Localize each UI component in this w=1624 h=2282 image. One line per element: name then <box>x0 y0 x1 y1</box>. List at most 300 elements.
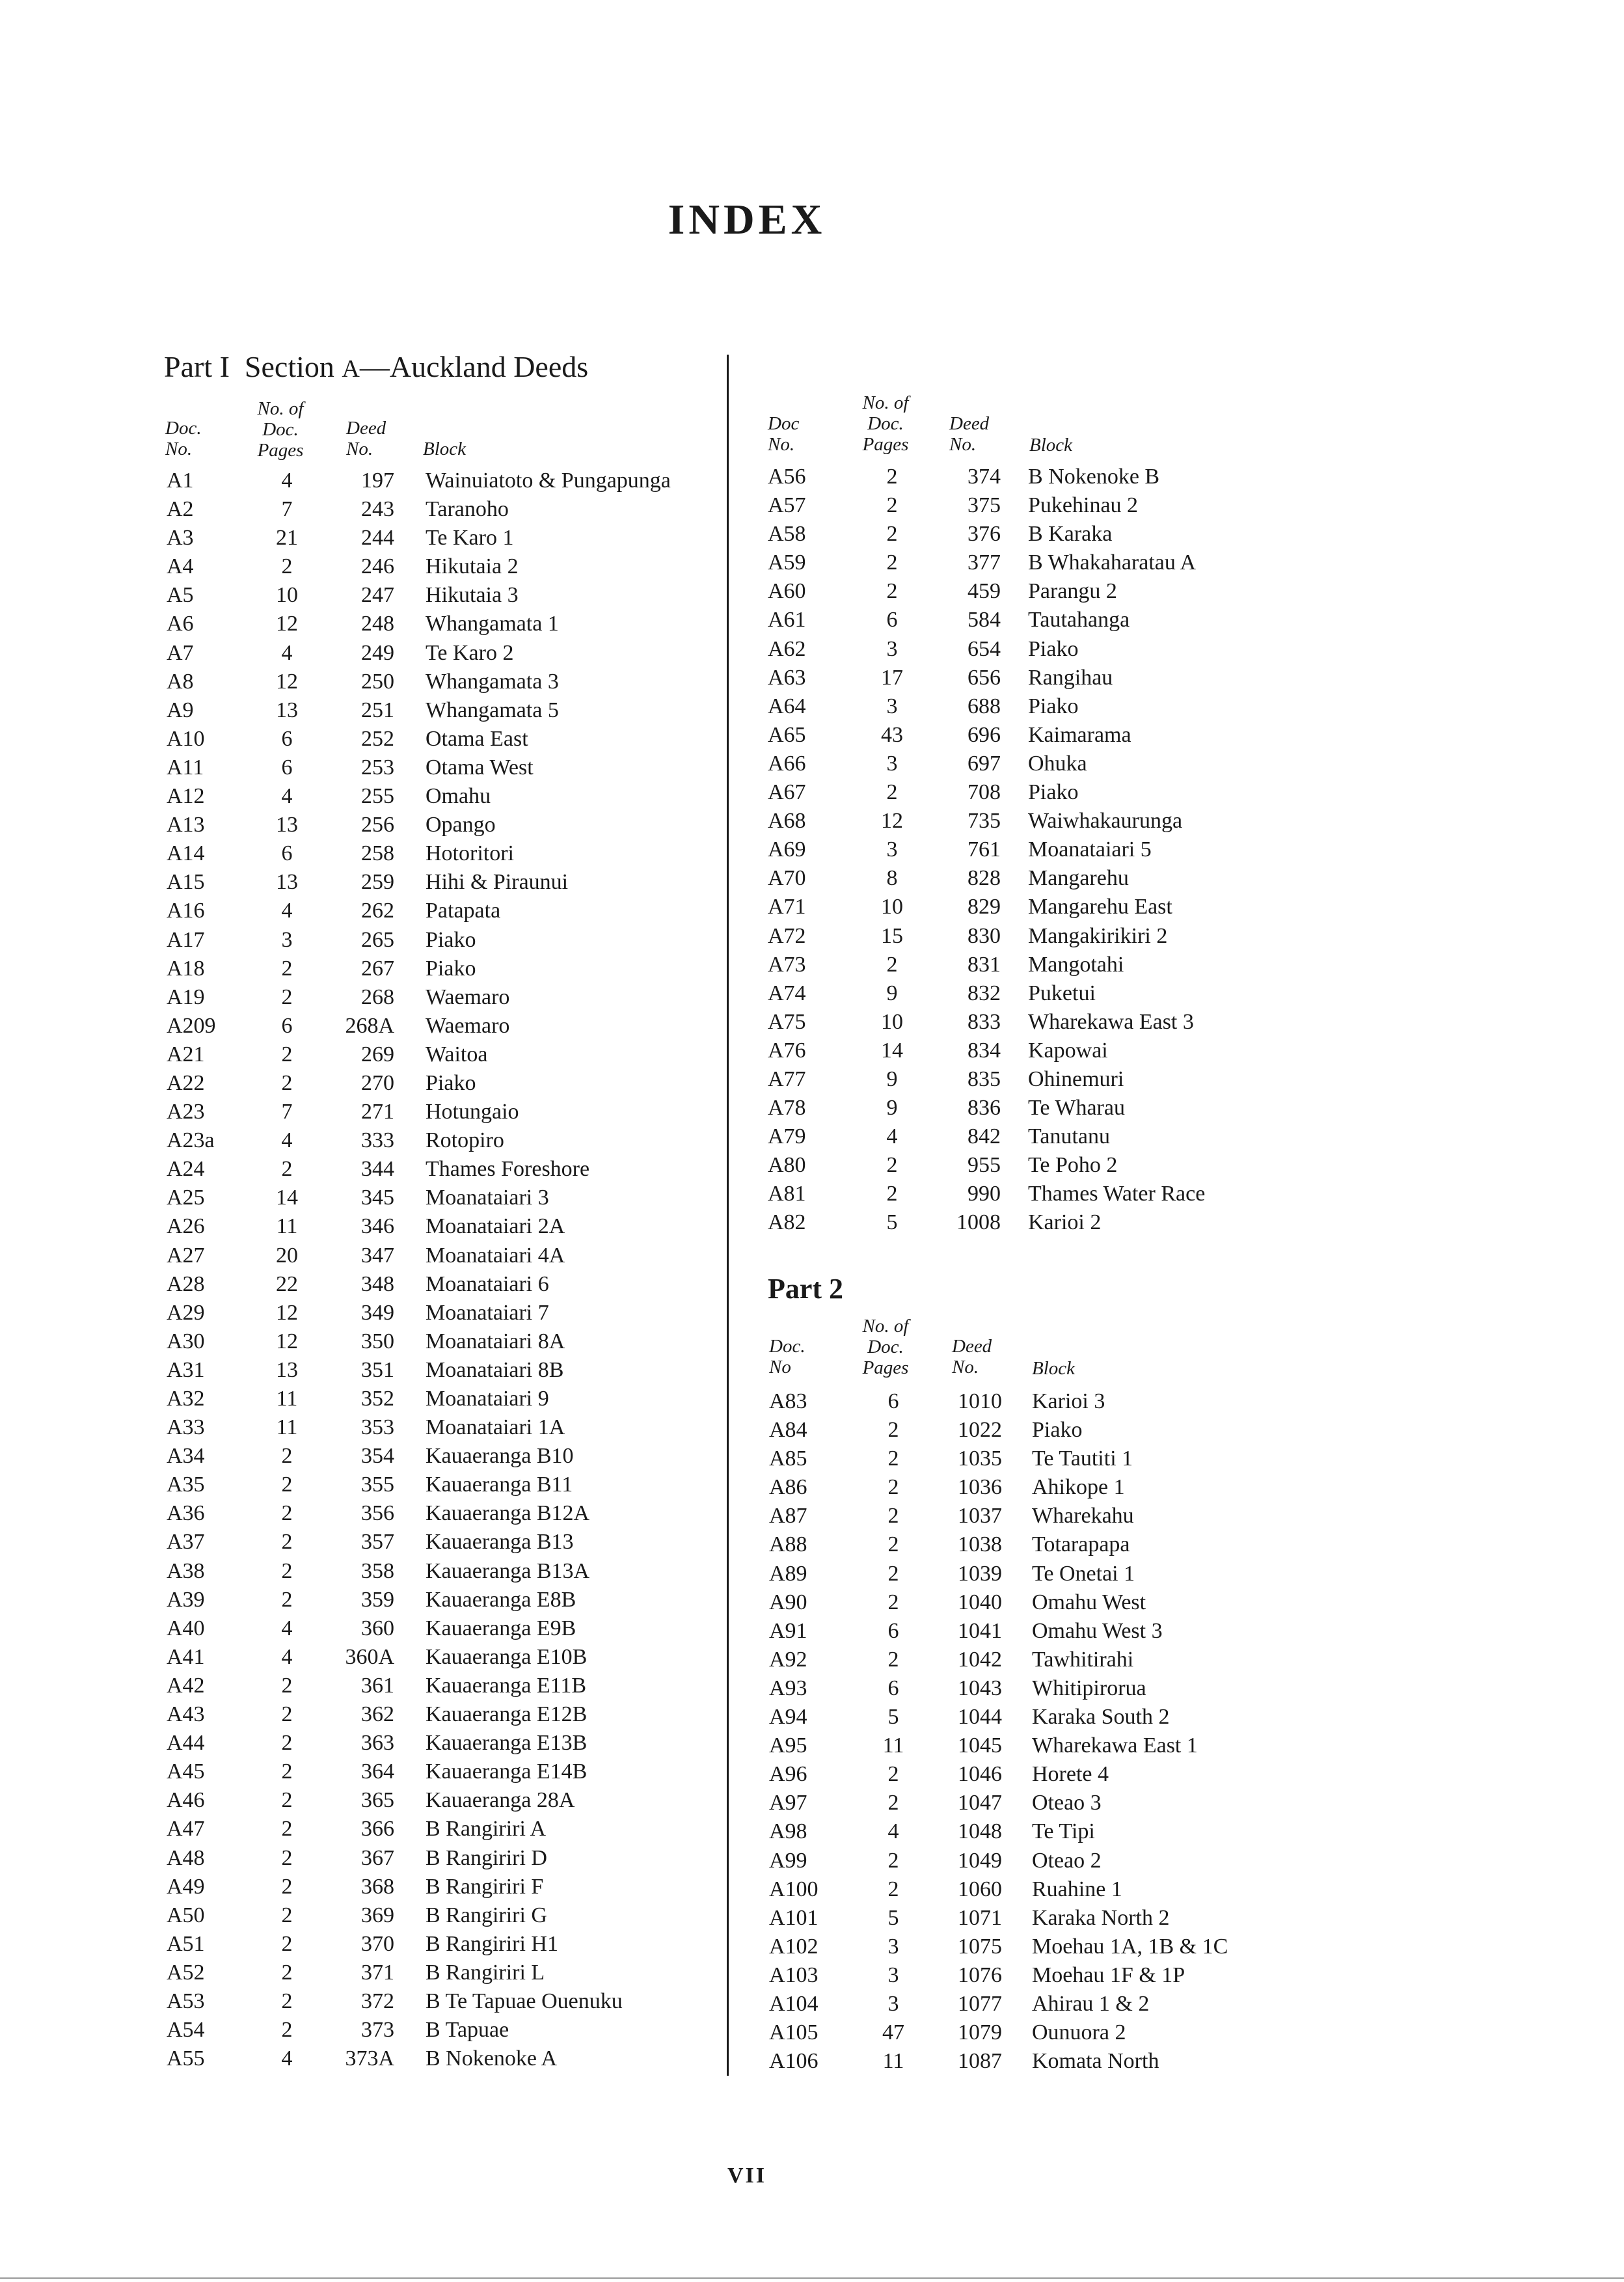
doc-number: A87 <box>769 1504 807 1528</box>
deed-number: 268A <box>345 1013 394 1038</box>
doc-number: A47 <box>167 1817 205 1841</box>
doc-pages: 13 <box>276 698 298 722</box>
deed-number: 357 <box>361 1530 394 1555</box>
block-name: B Te Tapuae Ouenuku <box>426 1989 623 2013</box>
doc-number: A105 <box>769 2020 819 2045</box>
deed-number: 1008 <box>956 1210 1001 1235</box>
block-name: Kauaeranga B13A <box>426 1558 590 1583</box>
doc-pages: 3 <box>887 1934 899 1959</box>
block-name: Piako <box>1028 780 1079 805</box>
block-name: Karaka North 2 <box>1032 1905 1170 1930</box>
doc-number: A67 <box>768 780 806 805</box>
doc-pages: 4 <box>281 1128 293 1153</box>
doc-pages: 2 <box>887 1590 899 1614</box>
deed-number: 1079 <box>958 2020 1002 2045</box>
block-name: Tautahanga <box>1028 608 1130 632</box>
deed-number: 1075 <box>958 1934 1002 1959</box>
doc-pages: 6 <box>281 841 293 866</box>
block-name: Mangarehu East <box>1028 895 1172 919</box>
deed-number: 251 <box>361 698 394 722</box>
block-name: Omahu West <box>1032 1590 1146 1614</box>
deed-number: 348 <box>361 1271 394 1296</box>
doc-number: A23 <box>167 1100 205 1124</box>
deed-number: 247 <box>361 583 394 608</box>
block-name: Tanutanu <box>1028 1124 1111 1149</box>
doc-number: A96 <box>769 1762 807 1787</box>
block-name: Karioi 3 <box>1032 1389 1105 1413</box>
block-name: Wharekawa East 1 <box>1032 1733 1198 1758</box>
deed-number: 832 <box>968 981 1001 1005</box>
block-name: Te Poho 2 <box>1028 1153 1118 1178</box>
doc-number: A27 <box>167 1243 205 1268</box>
doc-pages: 7 <box>281 1100 293 1124</box>
doc-number: A99 <box>769 1848 807 1873</box>
block-name: Ahikope 1 <box>1032 1475 1125 1500</box>
doc-number: A9 <box>167 698 194 722</box>
doc-pages: 10 <box>881 1009 903 1034</box>
doc-number: A70 <box>768 866 806 891</box>
deed-number: 1038 <box>958 1532 1002 1557</box>
doc-number: A90 <box>769 1590 807 1614</box>
doc-number: A69 <box>768 837 806 862</box>
doc-number: A80 <box>768 1153 806 1178</box>
doc-pages: 15 <box>881 923 903 948</box>
block-name: Piako <box>1032 1418 1083 1443</box>
doc-number: A45 <box>167 1759 205 1784</box>
doc-pages: 9 <box>886 981 898 1005</box>
block-name: Hotoritori <box>426 841 514 866</box>
deed-number: 377 <box>968 550 1001 575</box>
doc-number: A55 <box>167 2046 205 2071</box>
block-name: Kauaeranga B10 <box>426 1444 574 1469</box>
block-name: Te Tautiti 1 <box>1032 1447 1133 1471</box>
doc-pages: 4 <box>886 1124 898 1149</box>
deed-number: 1035 <box>958 1447 1002 1471</box>
doc-pages: 2 <box>887 1791 899 1815</box>
doc-pages: 2 <box>281 1845 293 1870</box>
deed-number: 990 <box>968 1182 1001 1206</box>
doc-pages: 5 <box>887 1705 899 1730</box>
doc-pages: 47 <box>882 2020 904 2045</box>
doc-number: A78 <box>768 1096 806 1121</box>
doc-number: A23a <box>167 1128 215 1153</box>
doc-number: A103 <box>769 1963 819 1987</box>
doc-number: A71 <box>768 895 806 919</box>
doc-number: A17 <box>167 927 205 952</box>
deed-number: 361 <box>361 1673 394 1698</box>
block-name: Komata North <box>1032 2049 1159 2074</box>
doc-pages: 12 <box>276 612 298 636</box>
doc-pages: 2 <box>887 1762 899 1787</box>
doc-pages: 13 <box>276 813 298 837</box>
doc-pages: 13 <box>276 870 298 895</box>
block-name: Te Karo 2 <box>426 640 514 665</box>
deed-number: 735 <box>968 809 1001 834</box>
doc-number: A13 <box>167 813 205 837</box>
doc-pages: 6 <box>281 1013 293 1038</box>
block-name: Kauaeranga E11B <box>426 1673 587 1698</box>
block-name: B Karaka <box>1028 522 1113 547</box>
doc-number: A28 <box>167 1271 205 1296</box>
doc-pages: 2 <box>281 1558 293 1583</box>
deed-number: 271 <box>361 1100 394 1124</box>
deed-number: 369 <box>361 1903 394 1927</box>
block-name: Pukehinau 2 <box>1028 493 1139 518</box>
doc-number: A1 <box>167 469 194 493</box>
header-doc-no: Doc. No. <box>165 418 202 459</box>
doc-pages: 14 <box>881 1038 903 1063</box>
deed-number: 833 <box>968 1009 1001 1034</box>
doc-pages: 12 <box>881 809 903 834</box>
block-name: Moanataiari 6 <box>426 1271 549 1296</box>
block-name: Moanataiari 4A <box>426 1243 565 1268</box>
doc-pages: 6 <box>886 608 898 632</box>
deed-number: 1047 <box>958 1791 1002 1815</box>
deed-number: 345 <box>361 1186 394 1210</box>
deed-number: 1046 <box>958 1762 1002 1787</box>
doc-number: A26 <box>167 1214 205 1239</box>
doc-pages: 2 <box>886 780 898 805</box>
doc-pages: 6 <box>887 1676 899 1700</box>
deed-number: 344 <box>361 1157 394 1182</box>
deed-number: 834 <box>968 1038 1001 1063</box>
column-divider <box>727 355 729 2076</box>
doc-pages: 3 <box>887 1991 899 2016</box>
block-name: Kauaeranga B11 <box>426 1473 573 1497</box>
deed-number: 372 <box>361 1989 394 2013</box>
doc-pages: 2 <box>281 1874 293 1899</box>
doc-number: A77 <box>768 1066 806 1091</box>
doc-pages: 4 <box>887 1819 899 1844</box>
doc-pages: 9 <box>886 1096 898 1121</box>
block-name: Horete 4 <box>1032 1762 1109 1787</box>
deed-number: 365 <box>361 1788 394 1813</box>
block-name: B Rangiriri G <box>426 1903 547 1927</box>
doc-pages: 3 <box>886 837 898 862</box>
header-deed-no: Deed No. <box>346 418 386 459</box>
doc-number: A6 <box>167 612 194 636</box>
part1-section-label: Section <box>244 350 342 383</box>
block-name: Kaimarama <box>1028 722 1131 747</box>
header-deed-no-part2: Deed No. <box>952 1336 992 1378</box>
block-name: Totarapapa <box>1032 1532 1130 1557</box>
block-name: Whangamata 1 <box>426 612 559 636</box>
doc-number: A49 <box>167 1874 205 1899</box>
doc-pages: 2 <box>886 465 898 489</box>
block-name: Taranoho <box>426 497 509 522</box>
deed-number: 375 <box>968 493 1001 518</box>
doc-pages: 6 <box>887 1389 899 1413</box>
doc-pages: 3 <box>281 927 293 952</box>
doc-number: A34 <box>167 1444 205 1469</box>
deed-number: 1039 <box>958 1561 1002 1586</box>
header-doc-no-part2: Doc. No <box>769 1336 805 1378</box>
doc-number: A32 <box>167 1387 205 1411</box>
block-name: Mangotahi <box>1028 952 1124 977</box>
doc-number: A24 <box>167 1157 205 1182</box>
deed-number: 259 <box>361 870 394 895</box>
deed-number: 250 <box>361 669 394 694</box>
doc-number: A22 <box>167 1070 205 1095</box>
doc-number: A56 <box>768 465 806 489</box>
deed-number: 836 <box>968 1096 1001 1121</box>
deed-number: 697 <box>968 751 1001 776</box>
block-name: Moanataiari 8B <box>426 1357 564 1382</box>
block-name: Te Onetai 1 <box>1032 1561 1135 1586</box>
block-name: Wharekawa East 3 <box>1028 1009 1194 1034</box>
doc-pages: 2 <box>887 1561 899 1586</box>
header-block-part2: Block <box>1032 1358 1076 1379</box>
block-name: Piako <box>1028 694 1079 718</box>
doc-number: A62 <box>768 636 806 661</box>
doc-pages: 2 <box>281 1530 293 1555</box>
block-name: Oteao 3 <box>1032 1791 1102 1815</box>
doc-number: A31 <box>167 1357 205 1382</box>
doc-pages: 2 <box>281 2018 293 2043</box>
doc-number: A104 <box>769 1991 819 2016</box>
header-doc-pages-part2: No. of Doc. Pages <box>862 1316 909 1378</box>
block-name: Moanataiari 9 <box>426 1387 549 1411</box>
doc-pages: 2 <box>887 1877 899 1901</box>
doc-number: A38 <box>167 1558 205 1583</box>
doc-number: A93 <box>769 1676 807 1700</box>
doc-pages: 2 <box>281 1731 293 1756</box>
deed-number: 248 <box>361 612 394 636</box>
doc-number: A4 <box>167 554 194 579</box>
doc-number: A64 <box>768 694 806 718</box>
block-name: B Rangiriri L <box>426 1960 545 1985</box>
doc-number: A75 <box>768 1009 806 1034</box>
doc-pages: 2 <box>886 952 898 977</box>
doc-pages: 17 <box>881 665 903 690</box>
doc-pages: 21 <box>276 526 298 550</box>
doc-number: A60 <box>768 579 806 604</box>
deed-number: 363 <box>361 1731 394 1756</box>
deed-number: 346 <box>361 1214 394 1239</box>
doc-number: A102 <box>769 1934 819 1959</box>
doc-number: A15 <box>167 870 205 895</box>
deed-number: 1045 <box>958 1733 1002 1758</box>
doc-pages: 2 <box>281 1473 293 1497</box>
doc-pages: 2 <box>887 1532 899 1557</box>
block-name: Ohinemuri <box>1028 1066 1124 1091</box>
doc-number: A36 <box>167 1501 205 1526</box>
block-name: Oteao 2 <box>1032 1848 1102 1873</box>
deed-number: 1036 <box>958 1475 1002 1500</box>
deed-number: 1043 <box>958 1676 1002 1700</box>
deed-number: 351 <box>361 1357 394 1382</box>
doc-pages: 3 <box>886 636 898 661</box>
block-name: B Rangiriri F <box>426 1874 544 1899</box>
doc-number: A2 <box>167 497 194 522</box>
block-name: Otama West <box>426 755 534 780</box>
doc-number: A46 <box>167 1788 205 1813</box>
deed-number: 459 <box>968 579 1001 604</box>
deed-number: 355 <box>361 1473 394 1497</box>
deed-number: 376 <box>968 522 1001 547</box>
block-name: Rotopiro <box>426 1128 504 1153</box>
doc-number: A86 <box>769 1475 807 1500</box>
block-name: Omahu West 3 <box>1032 1618 1163 1643</box>
doc-pages: 2 <box>886 550 898 575</box>
doc-pages: 2 <box>281 1817 293 1841</box>
block-name: Waemaro <box>426 1013 510 1038</box>
deed-number: 354 <box>361 1444 394 1469</box>
deed-number: 828 <box>968 866 1001 891</box>
deed-number: 360 <box>361 1616 394 1640</box>
doc-pages: 2 <box>281 1444 293 1469</box>
block-name: Otama East <box>426 726 528 751</box>
doc-number: A209 <box>167 1013 216 1038</box>
block-name: Opango <box>426 813 496 837</box>
block-name: Kauaeranga E12B <box>426 1702 588 1727</box>
deed-number: 1037 <box>958 1504 1002 1528</box>
doc-pages: 2 <box>281 1157 293 1182</box>
deed-number: 1040 <box>958 1590 1002 1614</box>
doc-pages: 2 <box>281 1587 293 1612</box>
block-name: Kauaeranga E9B <box>426 1616 576 1640</box>
doc-pages: 20 <box>276 1243 298 1268</box>
doc-number: A68 <box>768 809 806 834</box>
doc-pages: 11 <box>276 1387 298 1411</box>
doc-pages: 3 <box>886 694 898 718</box>
deed-number: 1041 <box>958 1618 1002 1643</box>
deed-number: 268 <box>361 985 394 1009</box>
block-name: Moanataiari 3 <box>426 1186 549 1210</box>
doc-number: A85 <box>769 1447 807 1471</box>
doc-pages: 2 <box>886 1182 898 1206</box>
block-name: B Rangiriri D <box>426 1845 547 1870</box>
doc-pages: 3 <box>887 1963 899 1987</box>
deed-number: 353 <box>361 1415 394 1440</box>
doc-pages: 14 <box>276 1186 298 1210</box>
block-name: Te Wharau <box>1028 1096 1125 1121</box>
doc-pages: 11 <box>882 2049 904 2074</box>
block-name: Moanataiari 8A <box>426 1329 565 1353</box>
doc-number: A33 <box>167 1415 205 1440</box>
doc-number: A83 <box>769 1389 807 1413</box>
doc-number: A21 <box>167 1042 205 1066</box>
block-name: Kauaeranga B12A <box>426 1501 590 1526</box>
doc-number: A100 <box>769 1877 819 1901</box>
block-name: Hikutaia 2 <box>426 554 519 579</box>
doc-number: A16 <box>167 899 205 923</box>
block-name: Ahirau 1 & 2 <box>1032 1991 1150 2016</box>
part1-heading <box>164 349 588 384</box>
deed-number: 1049 <box>958 1848 1002 1873</box>
block-name: Piako <box>426 956 476 981</box>
doc-pages: 2 <box>887 1647 899 1672</box>
doc-number: A7 <box>167 640 194 665</box>
doc-number: A52 <box>167 1960 205 1985</box>
block-name: B Rangiriri H1 <box>426 1931 558 1956</box>
block-name: Wharekahu <box>1032 1504 1134 1528</box>
deed-number: 246 <box>361 554 394 579</box>
doc-pages: 6 <box>281 726 293 751</box>
header-deed-no-right: Deed No. <box>949 413 990 455</box>
block-name: B Whakaharatau A <box>1028 550 1197 575</box>
doc-number: A19 <box>167 985 205 1009</box>
doc-pages: 2 <box>281 554 293 579</box>
doc-number: A51 <box>167 1931 205 1956</box>
header-doc-pages: No. of Doc. Pages <box>257 398 304 461</box>
block-name: Karioi 2 <box>1028 1210 1102 1235</box>
block-name: Waitoa <box>426 1042 488 1066</box>
doc-number: A39 <box>167 1587 205 1612</box>
deed-number: 362 <box>361 1702 394 1727</box>
header-doc-pages-right: No. of Doc. Pages <box>862 392 909 455</box>
doc-pages: 13 <box>276 1357 298 1382</box>
deed-number: 267 <box>361 956 394 981</box>
doc-pages: 2 <box>281 985 293 1009</box>
block-name: Piako <box>426 927 476 952</box>
deed-number: 654 <box>968 636 1001 661</box>
block-name: Kauaeranga E14B <box>426 1759 588 1784</box>
doc-pages: 43 <box>881 722 903 747</box>
deed-number: 374 <box>968 465 1001 489</box>
deed-number: 1076 <box>958 1963 1002 1987</box>
block-name: Kauaeranga E13B <box>426 1731 588 1756</box>
doc-pages: 2 <box>886 493 898 518</box>
doc-pages: 2 <box>886 522 898 547</box>
doc-number: A92 <box>769 1647 807 1672</box>
deed-number: 367 <box>361 1845 394 1870</box>
deed-number: 270 <box>361 1070 394 1095</box>
page-number: VII <box>727 2164 767 2188</box>
deed-number: 364 <box>361 1759 394 1784</box>
doc-number: A44 <box>167 1731 205 1756</box>
doc-number: A79 <box>768 1124 806 1149</box>
doc-number: A57 <box>768 493 806 518</box>
doc-number: A48 <box>167 1845 205 1870</box>
deed-number: 350 <box>361 1329 394 1353</box>
block-name: Wainuiatoto & Pungapunga <box>426 469 671 493</box>
header-block: Block <box>423 439 467 459</box>
doc-number: A41 <box>167 1644 205 1669</box>
doc-number: A50 <box>167 1903 205 1927</box>
block-name: Moanataiari 1A <box>426 1415 565 1440</box>
doc-pages: 10 <box>881 895 903 919</box>
block-name: Waiwhakaurunga <box>1028 809 1183 834</box>
block-name: B Tapuae <box>426 2018 509 2043</box>
block-name: Piako <box>1028 636 1079 661</box>
doc-number: A18 <box>167 956 205 981</box>
deed-number: 349 <box>361 1300 394 1325</box>
doc-pages: 2 <box>281 1673 293 1698</box>
doc-pages: 11 <box>276 1214 298 1239</box>
doc-pages: 2 <box>281 1903 293 1927</box>
block-name: Hihi & Piraunui <box>426 870 569 895</box>
deed-number: 688 <box>968 694 1001 718</box>
block-name: Karaka South 2 <box>1032 1705 1170 1730</box>
block-name: Piako <box>426 1070 476 1095</box>
block-name: Patapata <box>426 899 501 923</box>
part2-heading: Part 2 <box>768 1273 844 1305</box>
deed-number: 356 <box>361 1501 394 1526</box>
doc-pages: 4 <box>281 1616 293 1640</box>
doc-number: A65 <box>768 722 806 747</box>
doc-pages: 4 <box>281 784 293 809</box>
block-name: Kauaeranga E8B <box>426 1587 576 1612</box>
doc-number: A37 <box>167 1530 205 1555</box>
block-name: Thames Foreshore <box>426 1157 590 1182</box>
doc-pages: 2 <box>887 1475 899 1500</box>
deed-number: 1022 <box>958 1418 1002 1443</box>
deed-number: 262 <box>361 899 394 923</box>
block-name: Kauaeranga E10B <box>426 1644 588 1669</box>
doc-pages: 12 <box>276 669 298 694</box>
doc-pages: 5 <box>886 1210 898 1235</box>
